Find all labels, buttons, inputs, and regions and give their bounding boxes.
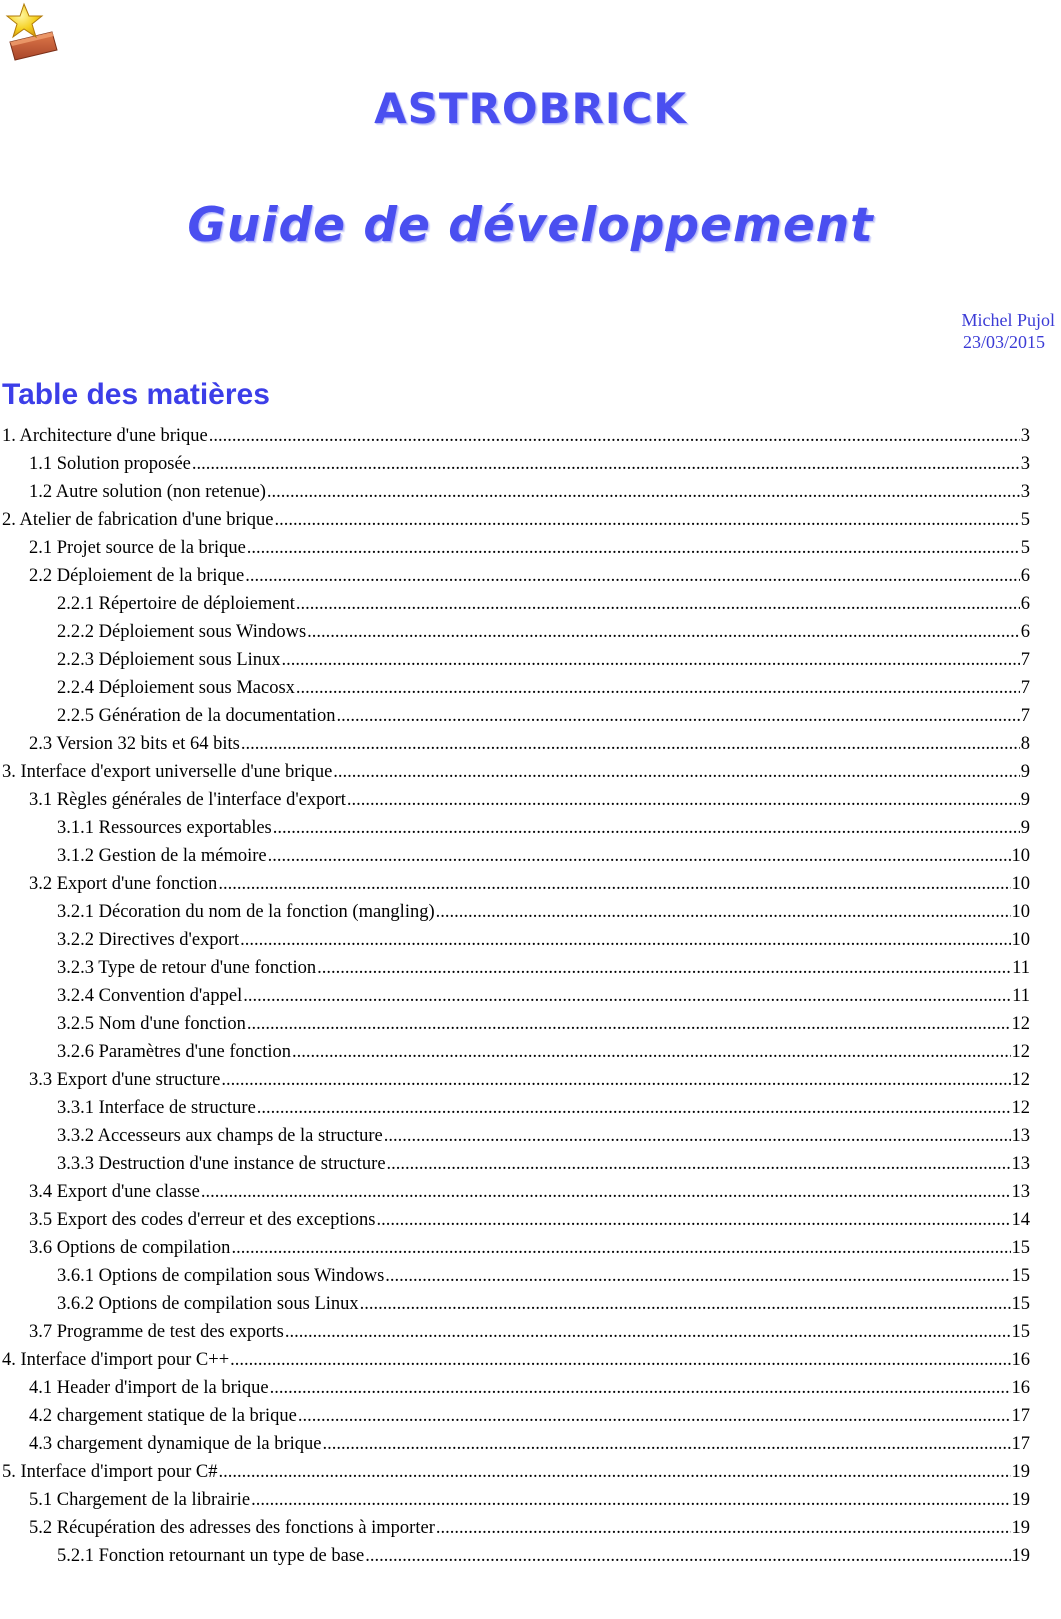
toc-entry[interactable] bbox=[0, 734, 1030, 762]
toc-entry-label: 2.2.5 Génération de la documentation bbox=[57, 706, 336, 726]
toc-entry-label: 1.2 Autre solution (non retenue) bbox=[29, 482, 266, 502]
toc-entry-page: 8 bbox=[1020, 734, 1030, 754]
toc-entry[interactable] bbox=[0, 1322, 1030, 1350]
toc-entry-label: 2.2 Déploiement de la brique bbox=[29, 566, 245, 586]
toc-entry-label: 3.2.5 Nom d'une fonction bbox=[57, 1014, 246, 1034]
toc-entry-page: 12 bbox=[1011, 1014, 1030, 1034]
toc-entry[interactable] bbox=[0, 1490, 1030, 1518]
toc-entry-page: 10 bbox=[1011, 846, 1030, 866]
toc-entry[interactable] bbox=[0, 1294, 1030, 1322]
toc-entry-label: 3.3.2 Accesseurs aux champs de la structure bbox=[57, 1126, 383, 1146]
toc-dot-leader bbox=[241, 734, 1020, 755]
toc-entry[interactable] bbox=[0, 1126, 1030, 1154]
toc-dot-leader bbox=[436, 1518, 1011, 1539]
toc-entry-page: 13 bbox=[1011, 1126, 1030, 1146]
toc-heading: Table des matières bbox=[2, 378, 270, 411]
toc-entry[interactable] bbox=[0, 510, 1030, 538]
toc-entry-page: 9 bbox=[1020, 762, 1030, 782]
toc-entry[interactable] bbox=[0, 650, 1030, 678]
toc-entry[interactable] bbox=[0, 762, 1030, 790]
toc-dot-leader bbox=[247, 1014, 1011, 1035]
author-name: Michel Pujol bbox=[961, 310, 1055, 330]
author-block bbox=[962, 309, 1056, 353]
toc-entry[interactable] bbox=[0, 1014, 1030, 1042]
toc-entry-label: 3.6.1 Options de compilation sous Windows bbox=[57, 1266, 385, 1286]
toc-entry-page: 12 bbox=[1011, 1070, 1030, 1090]
toc-entry[interactable] bbox=[0, 1098, 1030, 1126]
toc-entry[interactable] bbox=[0, 1518, 1030, 1546]
toc-entry-page: 5 bbox=[1020, 510, 1030, 530]
toc-entry-page: 17 bbox=[1011, 1434, 1030, 1454]
toc-dot-leader bbox=[270, 1378, 1011, 1399]
toc-entry[interactable] bbox=[0, 874, 1030, 902]
toc-dot-leader bbox=[251, 1490, 1010, 1511]
toc-entry-page: 12 bbox=[1011, 1098, 1030, 1118]
toc-dot-leader bbox=[274, 510, 1019, 531]
toc-entry-label: 3.3.1 Interface de structure bbox=[57, 1098, 256, 1118]
toc-entry-page: 19 bbox=[1011, 1518, 1030, 1538]
toc-entry-page: 7 bbox=[1020, 678, 1030, 698]
toc-entry[interactable] bbox=[0, 1434, 1030, 1462]
toc-entry[interactable] bbox=[0, 790, 1030, 818]
toc-entry-page: 16 bbox=[1011, 1350, 1030, 1370]
toc-entry[interactable] bbox=[0, 454, 1030, 482]
toc-entry-label: 5.2 Récupération des adresses des fonctions à importer bbox=[29, 1518, 435, 1538]
toc-entry[interactable] bbox=[0, 482, 1030, 510]
toc-entry[interactable] bbox=[0, 1070, 1030, 1098]
toc-entry[interactable] bbox=[0, 986, 1030, 1014]
document-title: ASTROBRICK bbox=[374, 84, 687, 133]
toc-dot-leader bbox=[336, 706, 1019, 727]
astrobrick-logo-icon bbox=[4, 2, 60, 62]
toc-dot-leader bbox=[307, 622, 1020, 643]
toc-entry[interactable] bbox=[0, 846, 1030, 874]
toc-dot-leader bbox=[360, 1294, 1011, 1315]
toc-entry-label: 5.1 Chargement de la librairie bbox=[29, 1490, 251, 1510]
toc-entry-label: 2.2.1 Répertoire de déploiement bbox=[57, 594, 295, 614]
toc-entry-page: 19 bbox=[1011, 1462, 1030, 1482]
toc-dot-leader bbox=[257, 1098, 1011, 1119]
toc-entry-page: 10 bbox=[1011, 902, 1030, 922]
toc-entry-page: 17 bbox=[1011, 1406, 1030, 1426]
toc-entry-label: 4.3 chargement dynamique de la brique bbox=[29, 1434, 322, 1454]
toc-entry-label: 2.2.2 Déploiement sous Windows bbox=[57, 622, 307, 642]
toc-entry-page: 14 bbox=[1011, 1210, 1030, 1230]
toc-entry-label: 3.2 Export d'une fonction bbox=[29, 874, 218, 894]
toc-entry-page: 12 bbox=[1011, 1042, 1030, 1062]
toc-entry-label: 3.3.3 Destruction d'une instance de structure bbox=[57, 1154, 386, 1174]
toc-dot-leader bbox=[273, 818, 1020, 839]
toc-dot-leader bbox=[322, 1434, 1010, 1455]
toc-entry[interactable] bbox=[0, 594, 1030, 622]
toc-dot-leader bbox=[292, 1042, 1010, 1063]
toc-dot-leader bbox=[285, 1322, 1011, 1343]
toc-entry[interactable] bbox=[0, 1210, 1030, 1238]
toc-entry[interactable] bbox=[0, 1042, 1030, 1070]
toc-entry-label: 3.2.6 Paramètres d'une fonction bbox=[57, 1042, 292, 1062]
toc-entry-page: 3 bbox=[1020, 426, 1030, 446]
toc-entry-label: 4.1 Header d'import de la brique bbox=[29, 1378, 269, 1398]
toc-dot-leader bbox=[365, 1546, 1010, 1567]
toc-dot-leader bbox=[377, 1210, 1011, 1231]
toc-dot-leader bbox=[218, 874, 1010, 895]
toc-entry-label: 5. Interface d'import pour C# bbox=[2, 1462, 218, 1482]
toc-entry-label: 3.6 Options de compilation bbox=[29, 1238, 231, 1258]
toc-entry-label: 3.2.3 Type de retour d'une fonction bbox=[57, 958, 317, 978]
toc-entry-page: 10 bbox=[1011, 930, 1030, 950]
toc-dot-leader bbox=[221, 1070, 1010, 1091]
toc-entry-page: 3 bbox=[1020, 482, 1030, 502]
toc-entry[interactable] bbox=[0, 1238, 1030, 1266]
toc-entry-label: 3.2.4 Convention d'appel bbox=[57, 986, 243, 1006]
toc-entry-page: 15 bbox=[1011, 1266, 1030, 1286]
toc-entry[interactable] bbox=[0, 1462, 1030, 1490]
toc-entry-page: 19 bbox=[1011, 1490, 1030, 1510]
toc-entry-label: 2. Atelier de fabrication d'une brique bbox=[2, 510, 274, 530]
toc-entry-page: 5 bbox=[1020, 538, 1030, 558]
toc-dot-leader bbox=[436, 902, 1011, 923]
toc-dot-leader bbox=[267, 482, 1020, 503]
toc-entry[interactable] bbox=[0, 538, 1030, 566]
toc-dot-leader bbox=[296, 594, 1020, 615]
toc-dot-leader bbox=[384, 1126, 1011, 1147]
toc-entry-label: 1. Architecture d'une brique bbox=[2, 426, 208, 446]
toc-entry-page: 7 bbox=[1020, 706, 1030, 726]
toc-dot-leader bbox=[230, 1350, 1010, 1371]
toc-entry-page: 6 bbox=[1020, 622, 1030, 642]
toc-entry-page: 15 bbox=[1011, 1238, 1030, 1258]
toc-entry-page: 19 bbox=[1011, 1546, 1030, 1566]
toc-entry-page: 15 bbox=[1011, 1294, 1030, 1314]
toc-entry-label: 2.1 Projet source de la brique bbox=[29, 538, 246, 558]
toc-dot-leader bbox=[298, 1406, 1011, 1427]
toc-entry-label: 3.1.1 Ressources exportables bbox=[57, 818, 272, 838]
toc-entry-label: 3.7 Programme de test des exports bbox=[29, 1322, 284, 1342]
toc-entry-label: 3.6.2 Options de compilation sous Linux bbox=[57, 1294, 359, 1314]
toc-entry[interactable] bbox=[0, 818, 1030, 846]
toc-entry[interactable] bbox=[0, 1378, 1030, 1406]
toc-entry-label: 3.1 Règles générales de l'interface d'export bbox=[29, 790, 346, 810]
toc-dot-leader bbox=[201, 1182, 1011, 1203]
toc-entry[interactable] bbox=[0, 1154, 1030, 1182]
toc-entry-page: 7 bbox=[1020, 650, 1030, 670]
toc-entry-page: 16 bbox=[1011, 1378, 1030, 1398]
toc-dot-leader bbox=[240, 930, 1010, 951]
toc-entry-page: 11 bbox=[1012, 958, 1030, 978]
toc-entry-label: 1.1 Solution proposée bbox=[29, 454, 191, 474]
toc-dot-leader bbox=[387, 1154, 1011, 1175]
toc-entry-page: 3 bbox=[1020, 454, 1030, 474]
toc-entry[interactable] bbox=[0, 1350, 1030, 1378]
toc-entry-page: 9 bbox=[1020, 790, 1030, 810]
toc-dot-leader bbox=[245, 566, 1019, 587]
toc-dot-leader bbox=[317, 958, 1011, 979]
toc-entry[interactable] bbox=[0, 706, 1030, 734]
toc-dot-leader bbox=[282, 650, 1020, 671]
toc-entry[interactable] bbox=[0, 1546, 1030, 1574]
toc-entry[interactable] bbox=[0, 1406, 1030, 1434]
toc-dot-leader bbox=[268, 846, 1011, 867]
toc-entry[interactable] bbox=[0, 426, 1030, 454]
toc-dot-leader bbox=[219, 1462, 1011, 1483]
toc-entry[interactable] bbox=[0, 930, 1030, 958]
toc-entry-page: 13 bbox=[1011, 1154, 1030, 1174]
toc-entry-label: 4.2 chargement statique de la brique bbox=[29, 1406, 297, 1426]
toc-entry[interactable] bbox=[0, 1182, 1030, 1210]
document-date: 23/03/2015 bbox=[962, 332, 1045, 352]
toc-dot-leader bbox=[192, 454, 1020, 475]
toc-entry-page: 10 bbox=[1011, 874, 1030, 894]
toc-dot-leader bbox=[231, 1238, 1010, 1259]
toc-entry[interactable] bbox=[0, 678, 1030, 706]
toc-entry-label: 3.3 Export d'une structure bbox=[29, 1070, 221, 1090]
toc-entry-label: 3. Interface d'export universelle d'une brique bbox=[2, 762, 333, 782]
toc-entry-label: 5.2.1 Fonction retournant un type de base bbox=[57, 1546, 365, 1566]
toc-dot-leader bbox=[247, 538, 1020, 559]
toc-entry-label: 2.2.3 Déploiement sous Linux bbox=[57, 650, 281, 670]
toc-entry[interactable] bbox=[0, 566, 1030, 594]
document-subtitle: Guide de développement bbox=[187, 198, 874, 253]
toc-dot-leader bbox=[243, 986, 1011, 1007]
toc-entry-label: 4. Interface d'import pour C++ bbox=[2, 1350, 230, 1370]
toc-entry-label: 2.3 Version 32 bits et 64 bits bbox=[29, 734, 240, 754]
toc-entry-page: 13 bbox=[1011, 1182, 1030, 1202]
toc-entry-page: 6 bbox=[1020, 594, 1030, 614]
table-of-contents bbox=[0, 426, 1030, 1574]
toc-entry-label: 2.2.4 Déploiement sous Macosx bbox=[57, 678, 295, 698]
toc-entry-label: 3.2.2 Directives d'export bbox=[57, 930, 240, 950]
toc-dot-leader bbox=[347, 790, 1020, 811]
toc-dot-leader bbox=[296, 678, 1020, 699]
toc-entry-label: 3.2.1 Décoration du nom de la fonction (mangling) bbox=[57, 902, 435, 922]
toc-dot-leader bbox=[333, 762, 1019, 783]
toc-entry[interactable] bbox=[0, 902, 1030, 930]
toc-entry-label: 3.1.2 Gestion de la mémoire bbox=[57, 846, 267, 866]
toc-entry-label: 3.5 Export des codes d'erreur et des exceptions bbox=[29, 1210, 376, 1230]
toc-entry-label: 3.4 Export d'une classe bbox=[29, 1182, 200, 1202]
toc-entry[interactable] bbox=[0, 622, 1030, 650]
toc-entry-page: 9 bbox=[1020, 818, 1030, 838]
toc-dot-leader bbox=[209, 426, 1020, 447]
toc-entry-page: 6 bbox=[1020, 566, 1030, 586]
toc-entry[interactable] bbox=[0, 958, 1030, 986]
toc-entry[interactable] bbox=[0, 1266, 1030, 1294]
toc-entry-page: 11 bbox=[1012, 986, 1030, 1006]
toc-dot-leader bbox=[385, 1266, 1010, 1287]
toc-entry-page: 15 bbox=[1011, 1322, 1030, 1342]
